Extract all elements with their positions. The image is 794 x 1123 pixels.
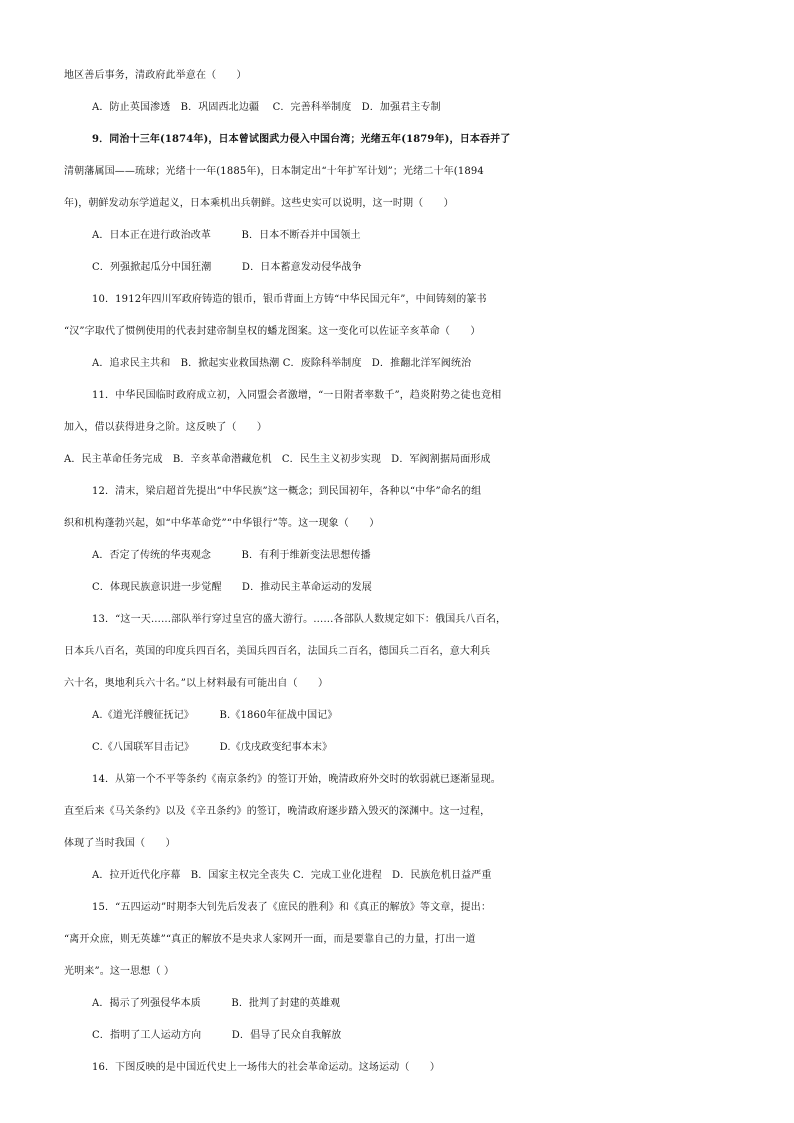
q13-options-cd: C.《八国联军目击记》 D.《戊戌政变纪事本末》	[92, 742, 333, 753]
q13-options-ab: A.《道光洋艘征抚记》 B.《1860年征战中国记》	[92, 710, 338, 721]
q8-stem-end: 地区善后事务，清政府此举意在（ ）	[64, 70, 247, 81]
q11-stem-line2: 加入，借以获得进身之阶。这反映了（ ）	[64, 422, 267, 433]
q9-stem-line1: 9．同治十三年(1874年)，日本曾试图武力侵入中国台湾；光绪五年(1879年)，日本吞并了	[92, 134, 511, 145]
q12-options-ab: A．否定了传统的华夷观念 B．有利于维新变法思想传播	[92, 550, 371, 561]
q13-stem-line3: 六十名，奥地利兵六十名。”以上材料最有可能出自（ ）	[64, 678, 329, 689]
q14-stem-line3: 体现了当时我国（ ）	[64, 838, 176, 849]
q9-options-cd: C．列强掀起瓜分中国狂潮 D．日本蓄意发动侵华战争	[92, 262, 362, 273]
q14-stem-line1: 14．从第一个不平等条约《南京条约》的签订开始，晚清政府外交时的软弱就已逐渐显现。	[92, 774, 501, 785]
q8-options: A．防止英国渗透 B．巩固西北边疆 C．完善科举制度 D．加强君主专制	[92, 102, 441, 113]
q12-stem-line2: 织和机构蓬勃兴起，如“中华革命党”“中华银行”等。这一现象（ ）	[64, 518, 380, 529]
q10-stem-line1: 10．1912年四川军政府铸造的银币，银币背面上方铸“中华民国元年”，中间铸刻的篆书	[92, 294, 487, 305]
q11-stem-line1: 11．中华民国临时政府成立初，入同盟会者激增，“一日附者率数千”，趋炎附势之徒也竞相	[92, 390, 502, 401]
q14-options: A．拉开近代化序幕 B．国家主权完全丧失 C．完成工业化进程 D．民族危机日益严重	[92, 870, 492, 881]
q13-stem-line1: 13．“这一天……部队举行穿过皇宫的盛大游行。……各部队人数规定如下：俄国兵八百名，	[92, 614, 507, 625]
q14-stem-line2: 直至后来《马关条约》以及《辛丑条约》的签订，晚清政府逐步踏入毁灭的深渊中。这一过程，	[64, 806, 491, 817]
q12-options-cd: C．体现民族意识进一步觉醒 D．推动民主革命运动的发展	[92, 582, 372, 593]
q9-stem-line2: 清朝藩属国——琉球；光绪十一年(1885年)，日本制定出“十年扩军计划”；光绪二十年(1894	[64, 166, 484, 177]
q16-stem: 16．下图反映的是中国近代史上一场伟大的社会革命运动。这场运动（ ）	[92, 1062, 440, 1073]
q12-stem-line1: 12．清末，梁启超首先提出“中华民族”这一概念；到民国初年，各种以“中华”命名的组	[92, 486, 482, 497]
q15-options-cd: C．指明了工人运动方向 D．倡导了民众自我解放	[92, 1030, 342, 1041]
q11-options: A．民主革命任务完成 B．辛亥革命潜藏危机 C．民生主义初步实现 D．军阀割据局面形成	[64, 454, 491, 465]
q10-stem-line2: “汉”字取代了惯例使用的代表封建帝制皇权的蟠龙图案。这一变化可以佐证辛亥革命（ ）	[64, 326, 481, 337]
q15-stem-line3: 光明来”。这一思想（ ）	[64, 966, 175, 977]
q9-stem-line3: 年)，朝鲜发动东学道起义，日本乘机出兵朝鲜。这些史实可以说明，这一时期（ ）	[64, 198, 454, 209]
q15-options-ab: A．揭示了列强侵华本质 B．批判了封建的英雄观	[92, 998, 341, 1009]
q15-stem-line1: 15．“五四运动”时期李大钊先后发表了《庶民的胜利》和《真正的解放》等文章，提出：	[92, 902, 492, 913]
q10-options: A．追求民主共和 B．掀起实业救国热潮 C．废除科举制度 D．推翻北洋军阀统治	[92, 358, 472, 369]
q13-stem-line2: 日本兵八百名，英国的印度兵四百名，美国兵四百名，法国兵二百名，德国兵二百名，意大利兵	[64, 646, 491, 657]
q9-options-ab: A．日本正在进行政治改革 B．日本不断吞并中国领土	[92, 230, 361, 241]
q15-stem-line2: “离开众庶，则无英雄”“真正的解放不是央求人家网开一面，而是要靠自己的力量，打出一道	[64, 934, 476, 945]
